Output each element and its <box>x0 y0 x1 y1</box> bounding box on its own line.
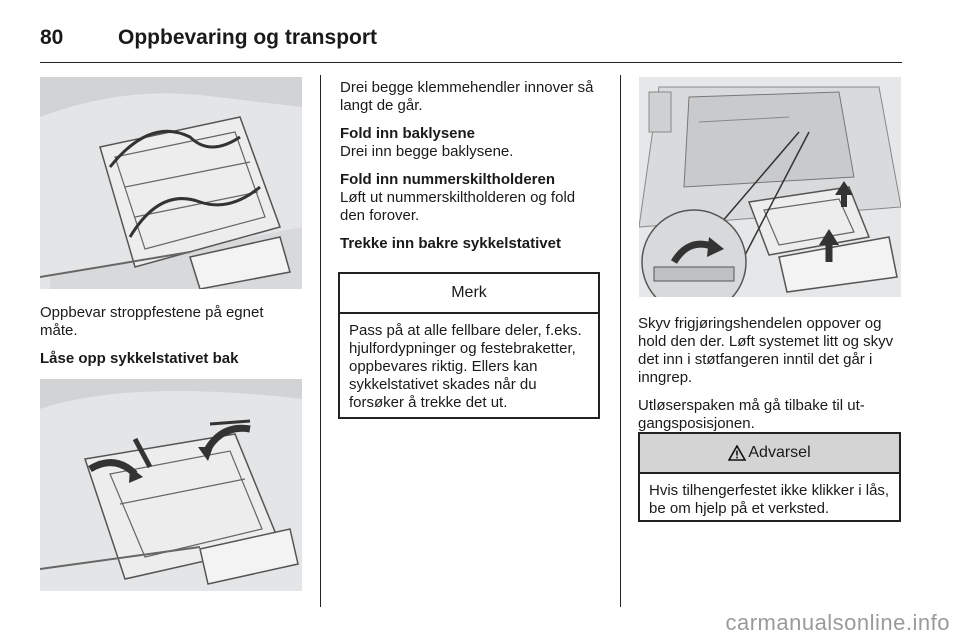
page-title: Oppbevaring og transport <box>118 26 378 49</box>
warning-title: Advarsel <box>748 444 811 461</box>
strap-storage-caption: Oppbevar stroppfestene på egnet måte. <box>40 304 264 339</box>
warning-triangle-icon <box>728 445 746 461</box>
column-divider-right <box>620 75 621 607</box>
release-lever-return: Utløserspaken må gå tilbake til utgangsposisjonen. <box>638 397 865 432</box>
column1-text <box>40 304 305 378</box>
bike-carrier-strap-illustration <box>40 77 302 289</box>
warning-box <box>638 432 901 522</box>
illustration-unlock-carrier <box>40 379 302 591</box>
header-rule <box>40 62 902 63</box>
illustration-strap-storage <box>40 77 302 289</box>
fold-plate-holder-text: Løft ut nummerskiltholderen og fold den forover. <box>340 189 576 224</box>
release-lever-instruction: Skyv frigjøringshendelen oppover og hold den der. Løft systemet litt og skyv det inn i støtfangeren inntil det går i inngrep. <box>638 315 894 386</box>
clamp-lever-instruction: Drei begge klemmehendler innover så langt de går. <box>340 79 594 114</box>
warning-header <box>640 434 899 474</box>
warning-text: Hvis tilhengerfestet ikke klikker i lås, be om hjelp på et verksted. <box>649 482 890 517</box>
unlock-heading: Låse opp sykkelstativet bak <box>40 350 239 367</box>
column2-text <box>340 79 602 263</box>
fold-tail-lights-text: Drei inn begge baklysene. <box>340 143 514 160</box>
column-divider-left <box>320 75 321 607</box>
unlock-carrier-illustration <box>40 379 302 591</box>
retract-carrier-heading: Trekke inn bakre sykkelstativet <box>340 235 561 252</box>
watermark: carmanualsonline.info <box>725 610 950 635</box>
column3-text <box>638 315 904 443</box>
note-box <box>338 272 600 419</box>
page-header <box>40 18 377 58</box>
note-text: Pass på at alle fellbare deler, f.eks. hjulfordypninger og festebraketter, oppbevares riktig. Ellers kan sykkelstativet skades når du forsøker å trekke det ut. <box>349 322 582 411</box>
illustration-push-in-carrier <box>639 77 901 297</box>
page-number: 80 <box>40 26 64 49</box>
push-in-carrier-illustration <box>639 77 901 297</box>
fold-plate-holder-heading: Fold inn nummerskiltholderen <box>340 171 556 188</box>
fold-tail-lights-heading: Fold inn baklysene <box>340 125 476 142</box>
note-title: Merk <box>340 274 598 314</box>
